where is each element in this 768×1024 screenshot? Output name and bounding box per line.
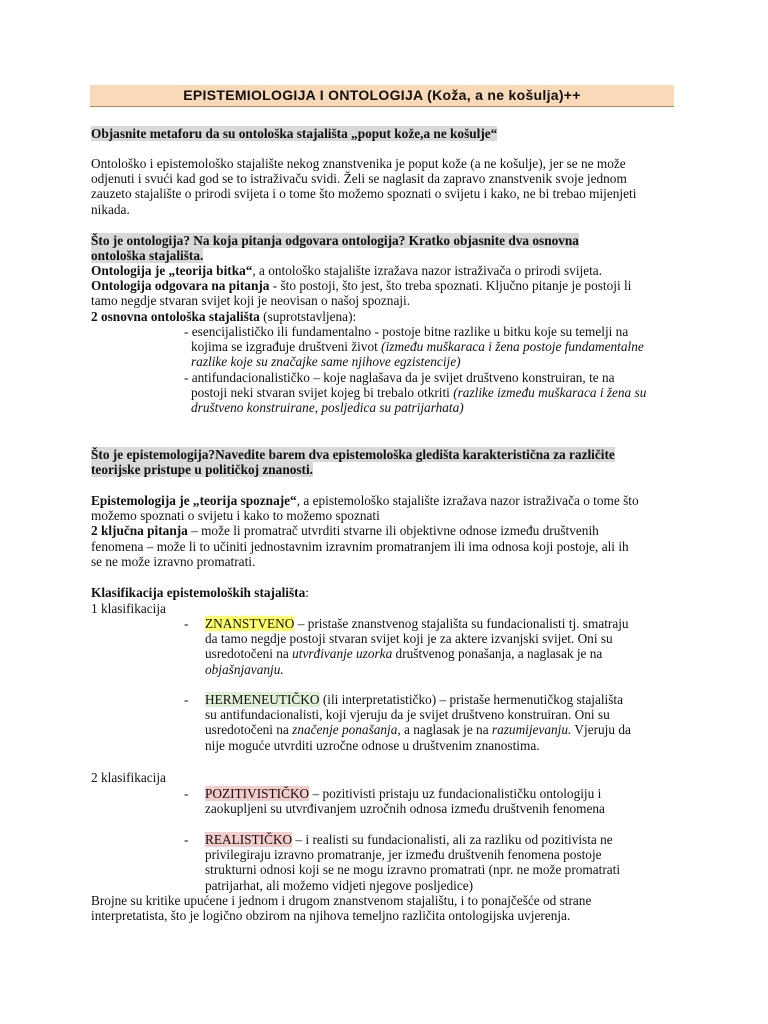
answer-line: možemo spoznati o svijetu i kako to možemo spoznati (91, 508, 380, 524)
term-bold: Epistemologija je „teorija spoznaje“ (91, 493, 297, 508)
item-text: zaokupljeni su utvrđivanjem uzročnih odnosa između društvenih fenomena (205, 801, 605, 817)
label-znanstveno: ZNANSTVENO (205, 616, 295, 631)
item-text: da tamo negdje postoji stvaran svijet koji je za aktere izvanjski svijet. Oni su (205, 631, 613, 647)
item-pozitivisticko (205, 786, 675, 816)
term-bold: 2 osnovna ontološka stajališta (91, 308, 260, 324)
item-emphasis: značenje ponašanja (292, 722, 398, 738)
answer-text: , a ontološko stajalište izražava nazor istraživača o prirodi svijeta. (252, 263, 603, 278)
closing-line: interpretatista, što je logično obzirom na njihova temeljno različita ontologijska uvjerenja. (91, 908, 571, 924)
bullet-example: (razlike između muškaraca i žena su (453, 385, 647, 401)
answer-text: (suprotstavljena): (259, 308, 357, 324)
term-bold: Ontologija je „teorija bitka“ (91, 263, 253, 278)
answer-line: nikada. (91, 201, 130, 217)
answer-line: zauzeto stajalište o prirodi svijeta i o tome što možemo spoznati o svijetu i kako, ne bi trebao mijenjeti (91, 186, 637, 202)
answer-ontology (91, 263, 675, 324)
answer-line: fenomena – može li to učiniti jednostavnim izravnim promatranjem ili ima odnosa koji postoje, ali ih (91, 538, 629, 554)
item-text: Vjeruju da (571, 722, 631, 738)
closing-paragraph (91, 893, 675, 923)
bullet-antifoundational (184, 370, 676, 416)
question-ontology (91, 233, 675, 263)
item-text: – i realisti su fundacionalisti, ali za razliku od pozitivista ne (292, 832, 613, 847)
question-text: ontološka stajališta. (91, 248, 204, 264)
answer-line: Ontološko i epistemološko stajalište nekog znanstvenika je poput kože (a ne košulje), jer se ne može (91, 156, 626, 171)
item-text: su antifundacionalisti, koji vjeruju da je svijet društveno konstruiran. Oni su (205, 707, 610, 723)
answer-line: odjenuti i svući kad god se to istraživaču svidi. Želi se naglasit da zapravo znanstvenik svoje jednom (91, 171, 627, 187)
item-text: – pozitivisti pristaju uz fundacionalističku ontologiju i (309, 786, 602, 801)
answer-text: – može li promatrač utvrditi stvarne ili objektivne odnose između društvenih (187, 523, 599, 539)
bullet-line: - esencijalističko ili fundamentalno - postoje bitne razlike u bitku koje su temelji na (184, 324, 629, 339)
label-pozitivisticko: POZITIVISTIČKO (205, 786, 310, 801)
classification-2-label: 2 klasifikacija (91, 770, 166, 785)
answer-line: tamo negdje stvaran svijet koji je neovisan o našoj spoznaji. (91, 293, 411, 309)
answer-metaphor (91, 156, 675, 217)
term-bold: 2 ključna pitanja (91, 523, 188, 539)
question-epistemology (91, 447, 675, 477)
item-text: strukturni odnosi koji se ne mogu izravno promatrati (npr. ne može promatrati (205, 862, 621, 878)
closing-line: Brojne su kritike upućene i jednom i drugom znanstvenom stajalištu, i to ponajčešće od strane (91, 893, 592, 908)
label-hermeneuticko: HERMENEUTIČKO (205, 692, 320, 707)
question-text: teorijske pristupe u političkoj znanosti. (91, 462, 313, 478)
bullet-dash: - (184, 616, 189, 631)
item-hermeneuticko (205, 692, 675, 753)
answer-text: , a epistemološko stajalište izražava nazor istraživača o tome što (296, 493, 639, 508)
item-realisticko (205, 832, 675, 893)
item-emphasis: razumijevanju. (491, 722, 572, 738)
question-text: Objasnite metaforu da su ontološka stajališta „poput kože,a ne košulje“ (91, 126, 498, 141)
answer-epistemology (91, 493, 675, 569)
bullet-dash: - (184, 832, 189, 847)
classification-1-label: 1 klasifikacija (91, 601, 166, 616)
bullet-example: razlike koje su značajke same njihove egzistencije) (191, 354, 461, 370)
item-text: patrijarhat, ali možemo vidjeti njegove posljedice) (205, 877, 474, 893)
term-bold: Klasifikacija epistemoloških stajališta (91, 585, 306, 600)
question-metaphor (91, 126, 675, 141)
bullet-dash: - (184, 786, 189, 801)
bullet-line: - antifundacionalističko – koje naglašava da je svijet društveno konstruiran, te na (184, 370, 615, 385)
item-text: , a naglasak je na (397, 722, 492, 738)
colon: : (305, 585, 309, 600)
item-emphasis: utvrđivanje uzorka (292, 646, 393, 662)
item-text: usredotočeni na (205, 646, 293, 662)
item-text: usredotočeni na (205, 722, 293, 738)
bullet-essentialist (184, 324, 676, 370)
item-znanstveno (205, 616, 675, 677)
item-text: nije moguće utvrditi uzročne odnose u društvenim znanostima. (205, 737, 540, 753)
term-bold: Ontologija odgovara na pitanja (91, 278, 270, 294)
item-emphasis: objašnjavanju. (205, 661, 284, 677)
classification-heading (91, 585, 675, 600)
bullet-dash: - (184, 692, 189, 707)
bullet-example: društveno konstruirane, posljedica su patrijarhata) (191, 400, 464, 416)
item-text: (ili interpretatističko) – pristaše hermenutičkog stajališta (319, 692, 624, 707)
item-text: privilegiraju izravno promatranje, jer između društvenih fenomena postoje (205, 847, 602, 863)
bullet-line: postoji neki stvaran svijet kojeg bi trebalo otkriti (191, 385, 454, 401)
question-text: Što je epistemologija?Navedite barem dva epistemološka gledišta karakteristična za različite (91, 447, 615, 462)
page-title: EPISTEMIOLOGIJA I ONTOLOGIJA (Koža, a ne košulja)++ (90, 85, 674, 107)
bullet-example: (između muškaraca i žena postoje fundamentalne (381, 339, 644, 355)
item-text: – pristaše znanstvenog stajališta su fundacionalisti tj. smatraju (294, 616, 629, 631)
answer-line: se ne može izravno promatrati. (91, 553, 256, 569)
item-text: društvenog ponašanja, a naglasak je na (392, 646, 603, 662)
bullet-line: kojima se izgrađuje društveni život (191, 339, 382, 355)
label-realisticko: REALISTIČKO (205, 832, 293, 847)
question-text: Što je ontologija? Na koja pitanja odgovara ontologija? Kratko objasnite dva osnovna (91, 233, 579, 248)
answer-text: - što postoji, što jest, što treba spoznati. Ključno pitanje je postoji li (269, 278, 632, 294)
